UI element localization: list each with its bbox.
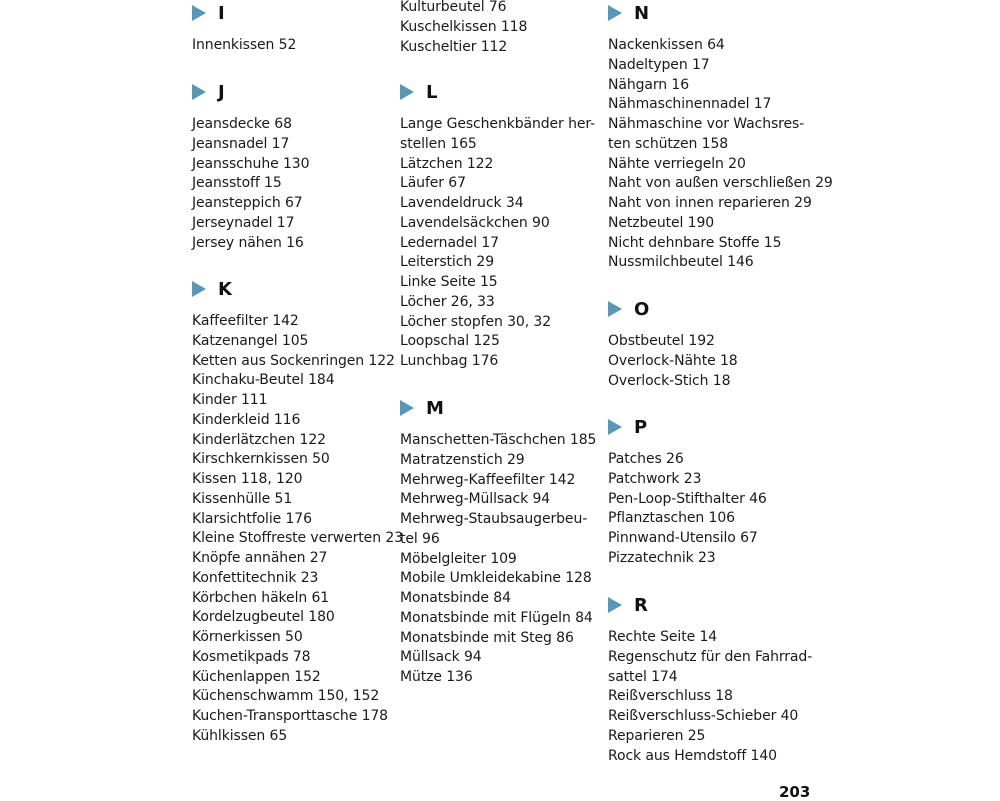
letter-heading-n <box>608 2 649 24</box>
index-entry-list <box>192 115 309 253</box>
letter: O <box>634 298 650 320</box>
index-entry: Mütze 136 <box>400 669 473 685</box>
index-entry: Nicht dehnbare Stoffe 15 <box>608 234 782 251</box>
index-entry: Jeansteppich 67 <box>192 195 303 211</box>
letter: P <box>634 416 648 438</box>
index-entry: Klarsichtfolie 176 <box>192 510 312 527</box>
letter-heading-r <box>608 594 648 616</box>
index-entry: Pen-Loop-Stifthalter 46 <box>608 490 767 507</box>
index-entry: Läufer 67 <box>400 175 466 192</box>
triangle-marker-icon <box>608 419 622 435</box>
index-entry: Naht von außen verschließen 29 <box>608 175 833 192</box>
index-entry: Jeansstoff 15 <box>192 175 282 192</box>
index-entry: Overlock-Nähte 18 <box>608 352 738 369</box>
index-entry: Löcher stopfen 30, 32 <box>400 313 552 330</box>
index-entry: Regenschutz für den Fahrrad- <box>608 648 813 665</box>
index-entry: Mehrweg-Müllsack 94 <box>400 491 551 508</box>
index-entry: Ledernadel 17 <box>400 234 499 251</box>
index-entry-list <box>192 312 403 747</box>
letter: M <box>426 397 444 419</box>
letter: I <box>218 2 225 24</box>
index-entry: Monatsbinde 84 <box>400 590 511 606</box>
index-entry: Körbchen häkeln 61 <box>192 589 330 606</box>
index-entry: Matratzenstich 29 <box>400 451 525 468</box>
index-entry: Pizzatechnik 23 <box>608 549 716 566</box>
index-entry: Lange Geschenkbänder her- <box>400 116 596 132</box>
index-entry: Overlock-Stich 18 <box>608 372 731 389</box>
triangle-marker-icon <box>192 281 206 297</box>
index-entry: Nadeltypen 17 <box>608 56 710 73</box>
index-entry: Kuchen-Transporttasche 178 <box>192 708 388 724</box>
letter-heading-k <box>192 278 232 300</box>
letter-heading-o <box>608 298 649 320</box>
index-entry: Kleine Stoffreste verwerten 23 <box>192 530 403 547</box>
index-entry: Mehrweg-Staubsaugerbeu- <box>400 511 588 527</box>
index-entry: Küchenschwamm 150, 152 <box>192 688 380 705</box>
letter-heading-p <box>608 416 647 438</box>
letter: J <box>218 81 225 103</box>
index-entry: Knöpfe annähen 27 <box>192 550 328 566</box>
index-entry: Reißverschluss 18 <box>608 688 733 705</box>
index-entry: Manschetten-Täschchen 185 <box>400 432 597 448</box>
index-entry: Mobile Umkleidekabine 128 <box>400 570 592 587</box>
index-entry: Kuscheltier 112 <box>400 38 508 55</box>
index-entry: Rock aus Hemdstoff 140 <box>608 747 777 764</box>
index-entry: Kinderlätzchen 122 <box>192 431 326 448</box>
index-entry: Kordelzugbeutel 180 <box>192 609 335 626</box>
index-entry: Kinchaku-Beutel 184 <box>192 372 335 389</box>
index-entry: Nähmaschine vor Wachsres- <box>608 116 805 132</box>
index-entry: Lavendeldruck 34 <box>400 195 524 211</box>
index-entry: Monatsbinde mit Flügeln 84 <box>400 609 593 626</box>
index-entry-list <box>400 431 596 688</box>
index-entry-list <box>608 450 767 569</box>
index-entry: Kinder 111 <box>192 392 268 408</box>
letter-heading-l <box>400 81 437 103</box>
triangle-marker-icon <box>192 84 206 100</box>
letter-heading-i <box>192 2 225 24</box>
index-entry: Lätzchen 122 <box>400 155 494 172</box>
index-entry: Küchenlappen 152 <box>192 668 321 685</box>
index-entry: Mehrweg-Kaffeefilter 142 <box>400 471 576 488</box>
index-entry: Kissenhülle 51 <box>192 490 293 507</box>
index-entry: Reparieren 25 <box>608 727 706 744</box>
page-number: 203 <box>779 783 811 801</box>
index-entry-list <box>400 0 527 57</box>
index-entry: Lavendelsäckchen 90 <box>400 214 550 231</box>
triangle-marker-icon <box>192 5 206 21</box>
index-entry: stellen 165 <box>400 135 477 152</box>
index-entry: Monatsbinde mit Steg 86 <box>400 629 574 646</box>
index-entry-list <box>400 115 595 372</box>
index-entry: Jeansschuhe 130 <box>192 155 310 172</box>
index-entry: Möbelgleiter 109 <box>400 550 517 567</box>
index-entry-list <box>608 332 738 391</box>
index-entry: Linke Seite 15 <box>400 274 498 290</box>
letter: R <box>634 594 648 616</box>
index-entry: Kaffeefilter 142 <box>192 313 299 329</box>
letter: K <box>218 278 232 300</box>
index-entry: Innenkissen 52 <box>192 37 297 53</box>
index-entry: Jeansnadel 17 <box>192 135 290 152</box>
index-entry: Nähgarn 16 <box>608 76 690 93</box>
index-entry: Nähmaschinennadel 17 <box>608 96 772 113</box>
index-entry: Kissen 118, 120 <box>192 471 303 487</box>
index-entry: Pflanztaschen 106 <box>608 510 735 527</box>
index-entry: Patchwork 23 <box>608 470 702 487</box>
index-entry: Kosmetikpads 78 <box>192 648 311 665</box>
index-entry: Kirschkernkissen 50 <box>192 451 330 468</box>
index-entry: Jeansdecke 68 <box>192 116 292 132</box>
index-entry: Kulturbeutel 76 <box>400 0 507 15</box>
index-entry: Löcher 26, 33 <box>400 293 495 310</box>
index-entry: Nackenkissen 64 <box>608 37 725 53</box>
index-entry: Netzbeutel 190 <box>608 214 715 231</box>
triangle-marker-icon <box>608 301 622 317</box>
index-entry: Konfettitechnik 23 <box>192 569 319 586</box>
index-entry-list <box>608 36 833 273</box>
letter-heading-j <box>192 81 225 103</box>
index-entry: Naht von innen reparieren 29 <box>608 195 812 211</box>
triangle-marker-icon <box>608 5 622 21</box>
letter-heading-m <box>400 397 444 419</box>
triangle-marker-icon <box>400 84 414 100</box>
index-entry: Leiterstich 29 <box>400 254 495 271</box>
index-entry: Kuschelkissen 118 <box>400 18 528 35</box>
index-entry: Loopschal 125 <box>400 333 500 350</box>
index-entry: Nähte verriegeln 20 <box>608 155 746 172</box>
index-entry: sattel 174 <box>608 668 678 685</box>
index-entry: Müllsack 94 <box>400 649 482 666</box>
letter: L <box>426 81 438 103</box>
index-entry-list <box>608 628 812 766</box>
triangle-marker-icon <box>608 597 622 613</box>
index-entry: Pinnwand-Utensilo 67 <box>608 530 758 546</box>
index-entry-list <box>192 36 296 56</box>
index-entry: Jerseynadel 17 <box>192 214 295 231</box>
letter: N <box>634 2 650 24</box>
index-entry: Kühlkissen 65 <box>192 727 288 744</box>
index-entry: tel 96 <box>400 530 440 547</box>
triangle-marker-icon <box>400 400 414 416</box>
index-entry: Ketten aus Sockenringen 122 <box>192 352 395 369</box>
index-entry: Jersey nähen 16 <box>192 234 304 251</box>
index-entry: Reißverschluss-Schieber 40 <box>608 708 799 724</box>
index-entry: ten schützen 158 <box>608 135 729 152</box>
index-entry: Patches 26 <box>608 451 684 467</box>
index-entry: Obstbeutel 192 <box>608 333 715 349</box>
index-entry: Katzenangel 105 <box>192 332 309 349</box>
index-entry: Kinderkleid 116 <box>192 411 301 428</box>
index-entry: Lunchbag 176 <box>400 353 499 369</box>
index-entry: Körnerkissen 50 <box>192 629 303 645</box>
index-entry: Rechte Seite 14 <box>608 629 718 645</box>
index-entry: Nussmilchbeutel 146 <box>608 254 754 271</box>
